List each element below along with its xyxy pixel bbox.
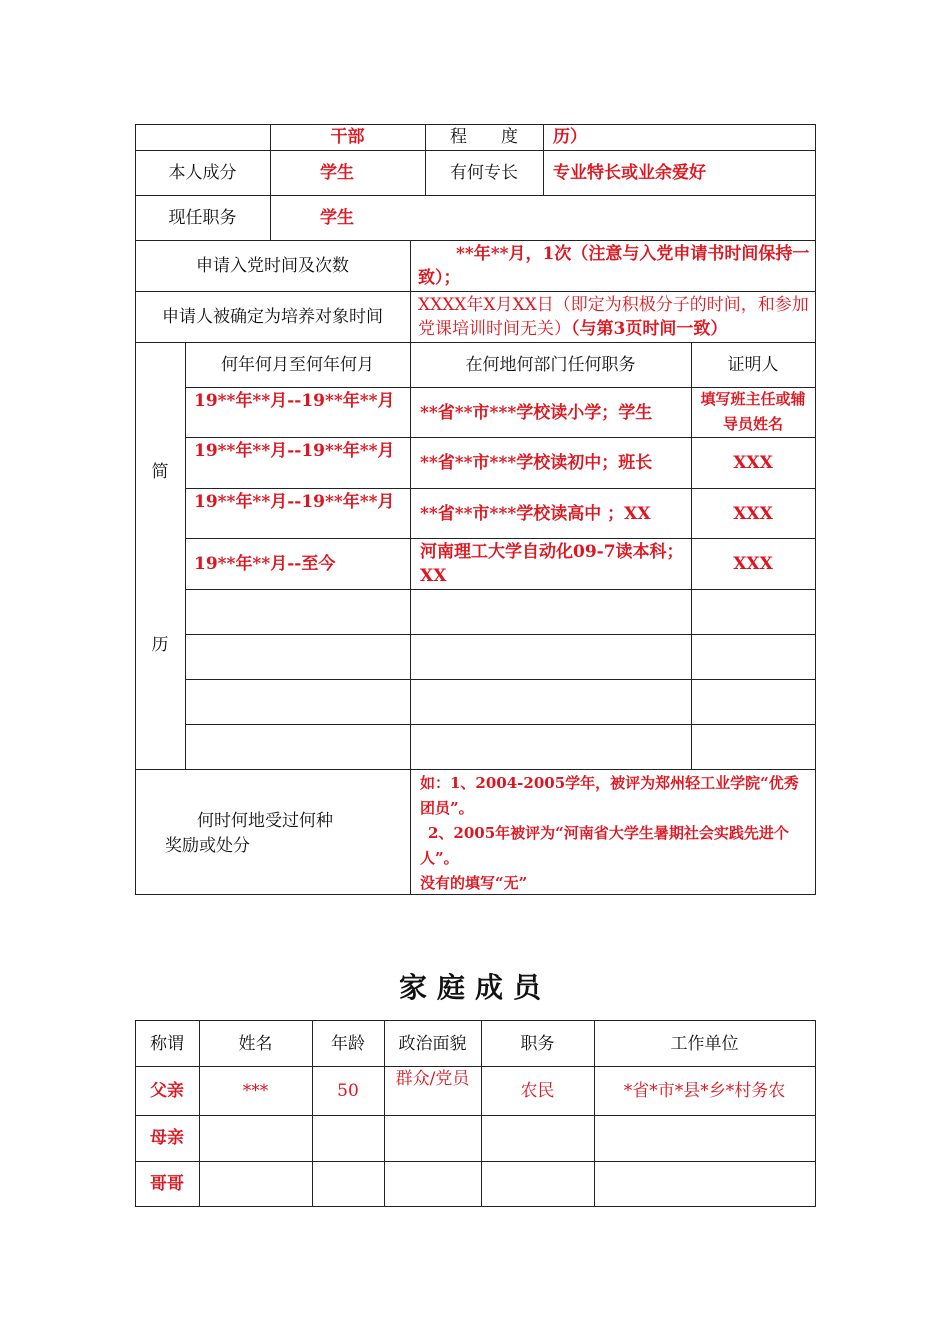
- value-application-time: **年**月，1次（注意与入党申请书时间保持一致）；: [418, 244, 810, 288]
- resume-header-position: 在何地何部门任何职务: [465, 355, 636, 375]
- value-cultivation-time-a: XXXX年X月XX日（即定为积极分子的时间，和参加党课培训时间无关）: [418, 295, 809, 339]
- resume-row-3-witness: XXX: [733, 504, 773, 524]
- resume-header-witness: 证明人: [727, 355, 779, 375]
- awards-line-2: 2、2005年被评为“河南省大学生暑期社会实践先进个人”。: [420, 824, 789, 867]
- resume-row-3-position: **省**市***学校读高中 ；XX: [420, 504, 651, 524]
- family-header-job: 职务: [520, 1034, 555, 1054]
- family-header-name: 姓名: [238, 1034, 273, 1054]
- resume-header-period: 何年何月至何年何月: [221, 355, 374, 375]
- family-row-2-relation: 母亲: [150, 1128, 184, 1148]
- value-current-position: 学生: [320, 208, 354, 228]
- family-header-relation: 称谓: [150, 1034, 184, 1054]
- label-cultivation-time: 申请人被确定为培养对象时间: [162, 307, 383, 327]
- resume-side-label-1: 简: [151, 462, 169, 482]
- resume-row-4-period: 19**年**月--至今: [194, 554, 336, 574]
- row0-col2: 程 度: [450, 127, 518, 147]
- family-row-1-relation: 父亲: [150, 1081, 184, 1101]
- value-composition: 学生: [320, 163, 354, 183]
- family-header-employer: 工作单位: [670, 1034, 739, 1054]
- family-title: 家庭成员: [398, 971, 551, 1004]
- family-row-1-job: 农民: [520, 1081, 555, 1101]
- awards-line-1: 如：1、2004-2005学年，被评为郑州轻工业学院“优秀团员”。: [420, 774, 799, 817]
- resume-row-1-position: **省**市***学校读小学；学生: [420, 403, 653, 423]
- resume-row-2-witness: XXX: [733, 453, 773, 473]
- family-header-age: 年龄: [331, 1034, 365, 1054]
- resume-row-4-position: 河南理工大学自动化09-7读本科；XX: [420, 542, 684, 586]
- label-specialty: 有何专长: [450, 163, 518, 183]
- label-application-time: 申请入党时间及次数: [196, 256, 349, 276]
- row0-col1: 干部: [330, 127, 365, 147]
- awards-label-line2: 奖励或处分: [165, 836, 250, 856]
- family-row-3-relation: 哥哥: [150, 1174, 184, 1194]
- label-current-position: 现任职务: [168, 208, 237, 228]
- family-row-1-employer: *省*市*县*乡*村务农: [623, 1081, 786, 1101]
- family-row-1-age: 50: [337, 1081, 359, 1101]
- awards-line-3: 没有的填写“无”: [420, 874, 528, 892]
- resume-row-1-witness: 填写班主任或辅导员姓名: [700, 390, 806, 433]
- family-header-politics: 政治面貌: [398, 1034, 467, 1054]
- family-row-1-name: ***: [242, 1081, 269, 1101]
- resume-row-2-position: **省**市***学校读初中；班长: [420, 453, 653, 473]
- resume-row-2-period: 19**年**月--19**年**月: [194, 441, 395, 461]
- label-composition: 本人成分: [168, 163, 237, 183]
- resume-side-label-2: 历: [151, 635, 169, 655]
- resume-row-3-period: 19**年**月--19**年**月: [194, 492, 395, 512]
- value-cultivation-time: [418, 293, 812, 341]
- row0-col3: 历）: [553, 127, 587, 147]
- resume-row-1-period: 19**年**月--19**年**月: [194, 391, 395, 411]
- resume-row-4-witness: XXX: [733, 554, 773, 574]
- value-specialty: 专业特长或业余爱好: [553, 163, 706, 183]
- awards-label-line1: 何时何地受过何种: [197, 811, 333, 831]
- family-row-1-politics: 群众/党员: [395, 1069, 470, 1089]
- value-cultivation-time-b: （与第3页时间一致）: [571, 319, 728, 339]
